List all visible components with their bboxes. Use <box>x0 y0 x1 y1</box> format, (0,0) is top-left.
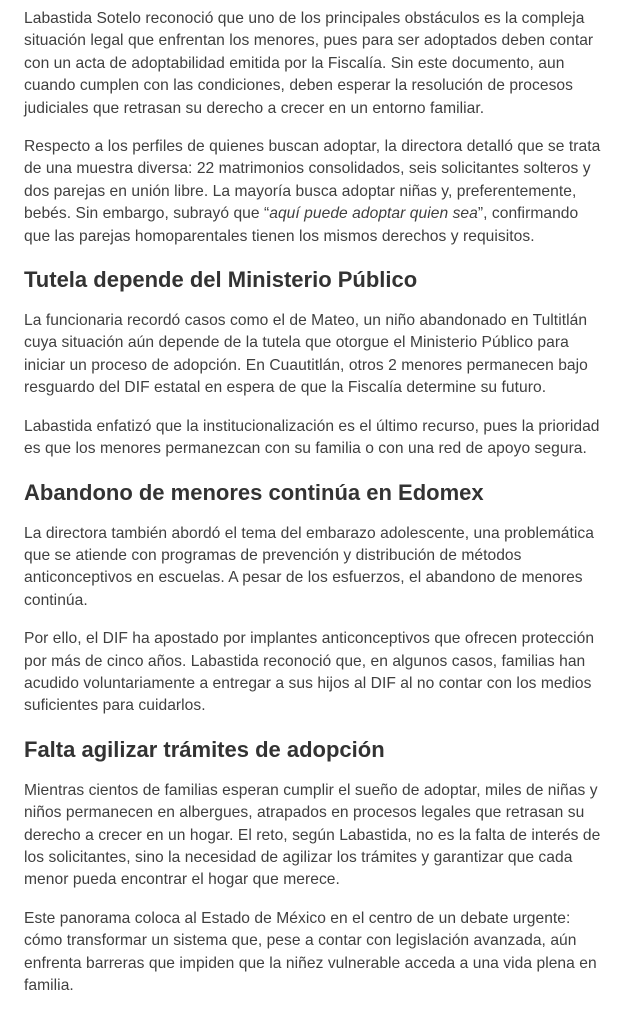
paragraph-implants: Por ello, el DIF ha apostado por implantes anticonceptivos que ofrecen protección por más de cinco años. Labastida reconoció que, en algunos casos, familias han acudido voluntariamente a entregar a sus hijos al DIF al no contar con los medios suficientes para cuidarlos. <box>24 630 595 715</box>
paragraph-adopter-profiles-end: ”, confirmando que las parejas homoparentales tienen los mismos derechos y requisitos. <box>24 205 579 245</box>
paragraph-families-waiting: Mientras cientos de familias esperan cumplir el sueño de adoptar, miles de niñas y niños permanecen en albergues, atrapados en procesos legales que retrasan su derecho a crecer en un hogar. El reto, según Labastida, no es la falta de interés de los solicitantes, sino la necesidad de agilizar los trámites y garantizar que cada menor pueda encontrar el hogar que merece. <box>24 781 601 889</box>
paragraph-adopter-profiles-start: Respecto a los perfiles de quienes buscan adoptar, la directora detalló que se trata de una muestra diversa: 22 matrimonios consolidados, seis solicitantes solteros y dos parejas en unión libre. La mayoría busca adoptar niñas y, preferentemente, bebés. Sin embargo, subrayó que “ <box>24 138 601 223</box>
paragraph-mateo-case: La funcionaria recordó casos como el de Mateo, un niño abandonado en Tultitlán cuya situación aún depende de la tutela que otorgue el Ministerio Público para iniciar un proceso de adopción. En Cuautitlán, otros 2 menores permanecen bajo resguardo del DIF estatal en espera de que la Fiscalía determine su futuro. <box>24 312 588 397</box>
paragraph-conclusion: Este panorama coloca al Estado de México en el centro de un debate urgente: cómo transformar un sistema que, pese a contar con legislación avanzada, aún enfrenta barreras que impiden que la niñez vulnerable acceda a una vida plena en familia. <box>24 909 597 994</box>
paragraph-institutionalization: Labastida enfatizó que la institucionalización es el último recurso, pues la prioridad es que los menores permanezcan con su familia o con una red de apoyo segura. <box>24 417 600 458</box>
section-heading-tutela: Tutela depende del Ministerio Público <box>24 267 418 293</box>
section-heading-abandono: Abandono de menores continúa en Edomex <box>24 479 484 505</box>
paragraph-adopter-profiles <box>24 136 606 248</box>
section-heading-tramites: Falta agilizar trámites de adopción <box>24 736 385 762</box>
quote-anyone-can-adopt: aquí puede adoptar quien sea <box>269 205 478 223</box>
paragraph-legal-obstacles: Labastida Sotelo reconoció que uno de los principales obstáculos es la compleja situación legal que enfrentan los menores, pues para ser adoptados deben contar con un acta de adoptabilidad emitida por la Fiscalía. Sin este documento, aun cuando cumplen con las condiciones, deben esperar la resolución de procesos judiciales que retrasan su derecho a crecer en un entorno familiar. <box>24 10 594 117</box>
paragraph-teen-pregnancy: La directora también abordó el tema del embarazo adolescente, una problemática que se atiende con programas de prevención y distribución de métodos anticonceptivos en escuelas. A pesar de los esfuerzos, el abandono de menores continúa. <box>24 524 594 609</box>
